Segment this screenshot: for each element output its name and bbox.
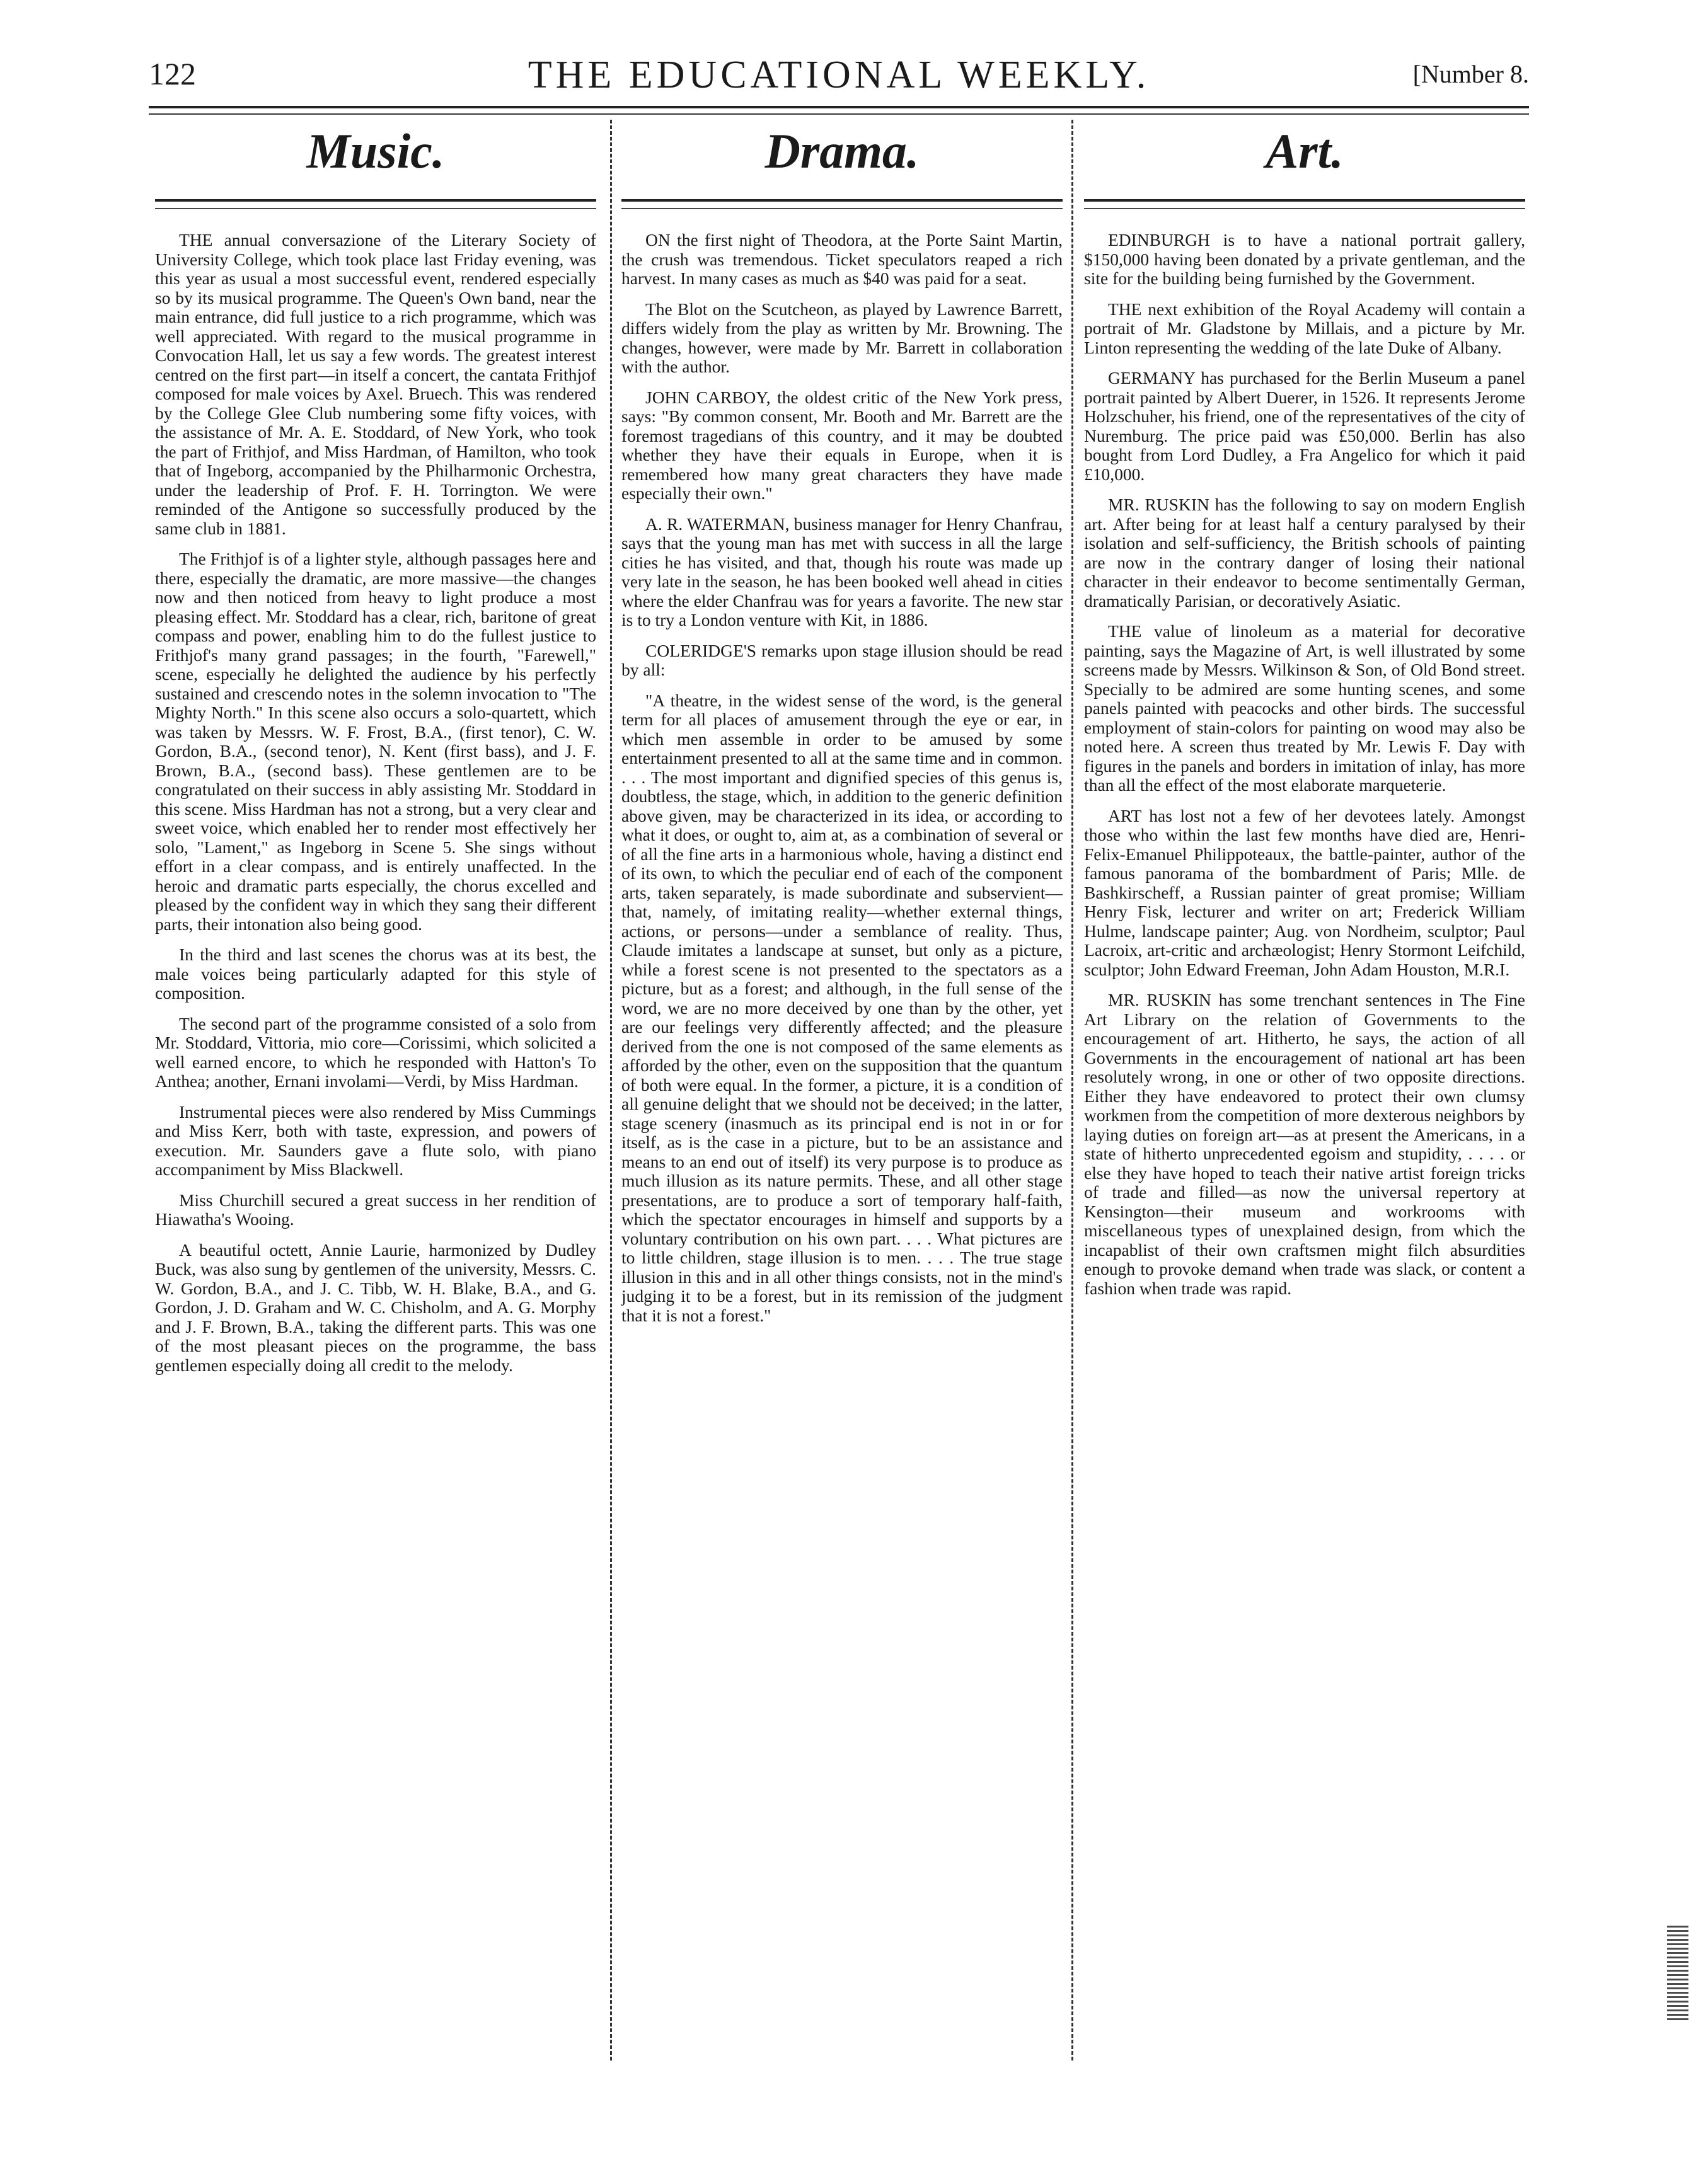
music-paragraph: The Frithjof is of a lighter style, although passages here and there, especially the dramatic, are more massive—the changes now and then noticed from heavy to light produce a most pleasing effect. Mr. Stoddard has a clear, rich, baritone of great compass and power, enabling him to do the fullest justice to Frithjof's many grand passages; in the fourth, "Farewell," scene, especially he delighted the audience by his perfectly sustained and crescendo notes in the solemn invocation to "The Mighty North." In this scene also occurs a solo-quartett, which was taken by Messrs. W. F. Frost, B.A., (first tenor), C. W. Gordon, B.A., (second tenor), N. Kent (first bass), and J. F. Brown, B.A., (second bass). These gentlemen are to be congratulated on their success in ably assisting Mr. Stoddard in this scene. Miss Hardman has not a strong, but a very clear and sweet voice, which enabled her to render most effectively her solo, "Lament," as Ingeborg in Scene 5. She sings without effort in a clear compass, and is entirely unaffected. In the heroic and dramatic parts especially, the chorus excelled and pleased by the confident way in which they sang their different parts, their intonation also being good. <box>155 549 596 934</box>
art-paragraph: GERMANY has purchased for the Berlin Museum a panel portrait painted by Albert Duerer, in 1526. It represents Jerome Holzschuher, his friend, one of the representatives of the city of Nuremburg. The price paid was £50,000. Berlin has also bought from Lord Dudley, a Fra Angelico for which it paid £10,000. <box>1084 368 1525 484</box>
issue-number: [Number 8. <box>1412 60 1529 88</box>
art-paragraph: EDINBURGH is to have a national portrait gallery, $150,000 having been donated by a private gentleman, and the site for the building being furnished by the Government. <box>1084 230 1525 288</box>
page-number: 122 <box>149 56 196 91</box>
section-rule <box>155 199 596 202</box>
drama-paragraph: COLERIDGE'S remarks upon stage illusion should be read by all: <box>621 640 1063 679</box>
art-column <box>1084 120 1525 1309</box>
header-rule-bottom <box>149 113 1529 115</box>
journal-title: THE EDUCATIONAL WEEKLY. <box>528 54 1150 96</box>
drama-paragraph: JOHN CARBOY, the oldest critic of the New York press, says: "By common consent, Mr. Booth and Mr. Barrett are the foremost tragedians of this country, and it may be doubted whether they have their equals in Europe, when it is remembered how many great characters they have made especially their own." <box>621 387 1063 503</box>
drama-quotation: "A theatre, in the widest sense of the word, is the general term for all places of amusement through the eye or ear, in which men assemble in order to be amused by some entertainment presented to all at the same time and in common. . . . The most important and dignified species of this genus is, doubtless, the stage, which, in addition to the generic definition above given, may be characterized in its idea, or according to what it does, or ought to, aim at, as a combination of several or of all the fine arts in a harmonious whole, having a distinct end of its own, to which the peculiar end of each of the component arts, taken separately, is made subordinate and subservient—that, namely, of imitating reality—whether external things, actions, or persons—under a semblance of reality. Thus, Claude imitates a landscape at sunset, but only as a picture, while a forest scene is not presented to the spectators as a picture, but as a forest; and although, in the full sense of the word, we are no more deceived by one than by the other, yet are our feelings very differently affected; and the pleasure derived from the one is not composed of the same elements as afforded by the other, even on the supposition that the quantum of both were equal. In the former, a picture, it is a condition of all genuine delight that we should not be deceived; in the latter, stage scenery (inasmuch as its principal end is not in or for itself, as is the case in a picture, but to be an assistance and means to an end out of itself) its very purpose is to produce as much illusion as its nature permits. These, and all other stage presentations, are to produce a sort of temporary half-faith, which the spectator encourages in himself and supports by a voluntary contribution on his own part. . . . What pictures are to little children, stage illusion is to men. . . . The true stage illusion in this and in all other things consists, not in the mind's judging it to be a forest, but in its remission of the judgment that it is not a forest." <box>621 690 1063 1325</box>
art-paragraph: MR. RUSKIN has some trenchant sentences in The Fine Art Library on the relation of Governments to the encouragement of art. Hitherto, he says, the action of all Governments in the encouragement of national art has been resolutely wrong, in one or other of two opposite directions. Either they have endeavored to protect their own clumsy workmen from the competition of more dexterous neighbors by laying duties on foreign art—as at present the Americans, in a state of hitherto unprecedented egoism and stupidity, . . . . or else they have hoped to teach their native artist foreign tricks of trade and filled—as now the universal repertory at Kensington—their museum and workrooms with miscellaneous types of unexplained design, from which the incapablist of their own craftsmen might filch absurdities enough to provoke demand when trade was slack, or content a fashion when trade was rapid. <box>1084 990 1525 1298</box>
art-body <box>1084 231 1525 1298</box>
header-rule-top <box>149 106 1529 108</box>
drama-paragraph: A. R. WATERMAN, business manager for Henry Chanfrau, says that the young man has met with success in all the large cities he has visited, and that, though his route was made up very late in the season, he has been booked well ahead in cities where the elder Chanfrau was for years a favorite. The new star is to try a London venture with Kit, in 1886. <box>621 514 1063 629</box>
drama-body <box>621 231 1063 1325</box>
music-paragraph: THE annual conversazione of the Literary Society of University College, which took place last Friday evening, was this year as usual a most successful event, rendered especially so by its musical programme. The Queen's Own band, near the main entrance, did full justice to a rich programme, which was well appreciated. With regard to the musical programme in Convocation Hall, let us say a few words. The greatest interest centred on the first part—in itself a concert, the cantata Frithjof composed for male voices by Axel. Bruech. This was rendered by the College Glee Club numbering some fifty voices, with the assistance of Mr. A. E. Stoddard, of New York, who took the part of Frithjof, and Miss Hardman, of Hamilton, who took that of Ingeborg, accompanied by the Philharmonic Orchestra, under the leadership of Prof. F. H. Torrington. We were reminded of the Antigone so successfully produced by the same club in 1881. <box>155 230 596 538</box>
column-divider-right <box>1071 120 1073 2060</box>
section-rule <box>1084 199 1525 202</box>
art-paragraph: THE next exhibition of the Royal Academy will contain a portrait of Mr. Gladstone by Millais, and a picture by Mr. Linton representing the wedding of the late Duke of Albany. <box>1084 299 1525 357</box>
music-paragraph: Instrumental pieces were also rendered by Miss Cummings and Miss Kerr, both with taste, expression, and powers of execution. Mr. Saunders gave a flute solo, with piano accompaniment by Miss Blackwell. <box>155 1101 596 1179</box>
scan-edge-mark <box>1667 1926 1688 2020</box>
music-paragraph: The second part of the programme consisted of a solo from Mr. Stoddard, Vittoria, mio core—Corissimi, which solicited a well earned encore, to which he responded with Hatton's To Anthea; another, Ernani involami—Verdi, by Miss Hardman. <box>155 1013 596 1091</box>
section-title-drama: Drama. <box>764 124 920 178</box>
art-paragraph: THE value of linoleum as a material for decorative painting, says the Magazine of Art, is well illustrated by some screens made by Messrs. Wilkinson & Son, of Old Bond street. Specially to be admired are some hunting scenes, and some panels painted with peacocks and other birds. The successful employment of stain-colors for painting on wood may also be noted here. A screen thus treated by Mr. Lewis F. Day with figures in the panels and borders in imitation of inlay, has more than all the effect of the most elaborate marqueterie. <box>1084 621 1525 795</box>
drama-paragraph: ON the first night of Theodora, at the Porte Saint Martin, the crush was tremendous. Ticket speculators reaped a rich harvest. In many cases as much as $40 was paid for a seat. <box>621 230 1063 288</box>
art-paragraph: MR. RUSKIN has the following to say on modern English art. After being for at least half a century paralysed by their isolation and self-sufficiency, the British schools of painting are now in the contrary danger of losing their national character in their endeavor to become sentimentally German, dramatically Parisian, or decoratively Asiatic. <box>1084 495 1525 611</box>
drama-paragraph: The Blot on the Scutcheon, as played by Lawrence Barrett, differs widely from the play as written by Mr. Browning. The changes, however, were made by Mr. Barrett in collaboration with the author. <box>621 299 1063 376</box>
drama-column <box>621 120 1063 1336</box>
section-title-art: Art. <box>1266 124 1344 178</box>
section-rule <box>155 208 596 209</box>
section-rule <box>1084 208 1525 209</box>
art-paragraph: ART has lost not a few of her devotees lately. Amongst those who within the last few months have died are, Henri-Felix-Emanuel Philippoteaux, the battle-painter, author of the famous panorama of the bombardment of Paris; Mlle. de Bashkirscheff, a Russian painter of great promise; William Henry Fisk, lecturer and writer on art; Frederick William Hulme, landscape painter; Aug. von Nordheim, sculptor; Paul Lacroix, art-critic and archæologist; Henry Stormont Leifchild, sculptor; John Edward Freeman, John Adam Houston, M.R.I. <box>1084 805 1525 979</box>
section-title-music: Music. <box>306 124 445 178</box>
column-divider-left <box>610 120 612 2060</box>
music-body <box>155 231 596 1375</box>
music-paragraph: Miss Churchill secured a great success in her rendition of Hiawatha's Wooing. <box>155 1190 596 1229</box>
music-column <box>155 120 596 1386</box>
music-paragraph: In the third and last scenes the chorus was at its best, the male voices being particularly adapted for this style of composition. <box>155 945 596 1003</box>
music-paragraph: A beautiful octett, Annie Laurie, harmonized by Dudley Buck, was also sung by gentlemen of the university, Messrs. C. W. Gordon, B.A., and J. C. Tibb, W. H. Blake, B.A., and G. Gordon, J. D. Graham and W. C. Chisholm, and A. G. Morphy and J. F. Brown, B.A., taking the different parts. This was one of the most pleasant pieces on the programme, the bass gentlemen especially doing all credit to the melody. <box>155 1239 596 1375</box>
page-header <box>149 53 1529 103</box>
section-rule <box>621 208 1063 209</box>
section-rule <box>621 199 1063 202</box>
